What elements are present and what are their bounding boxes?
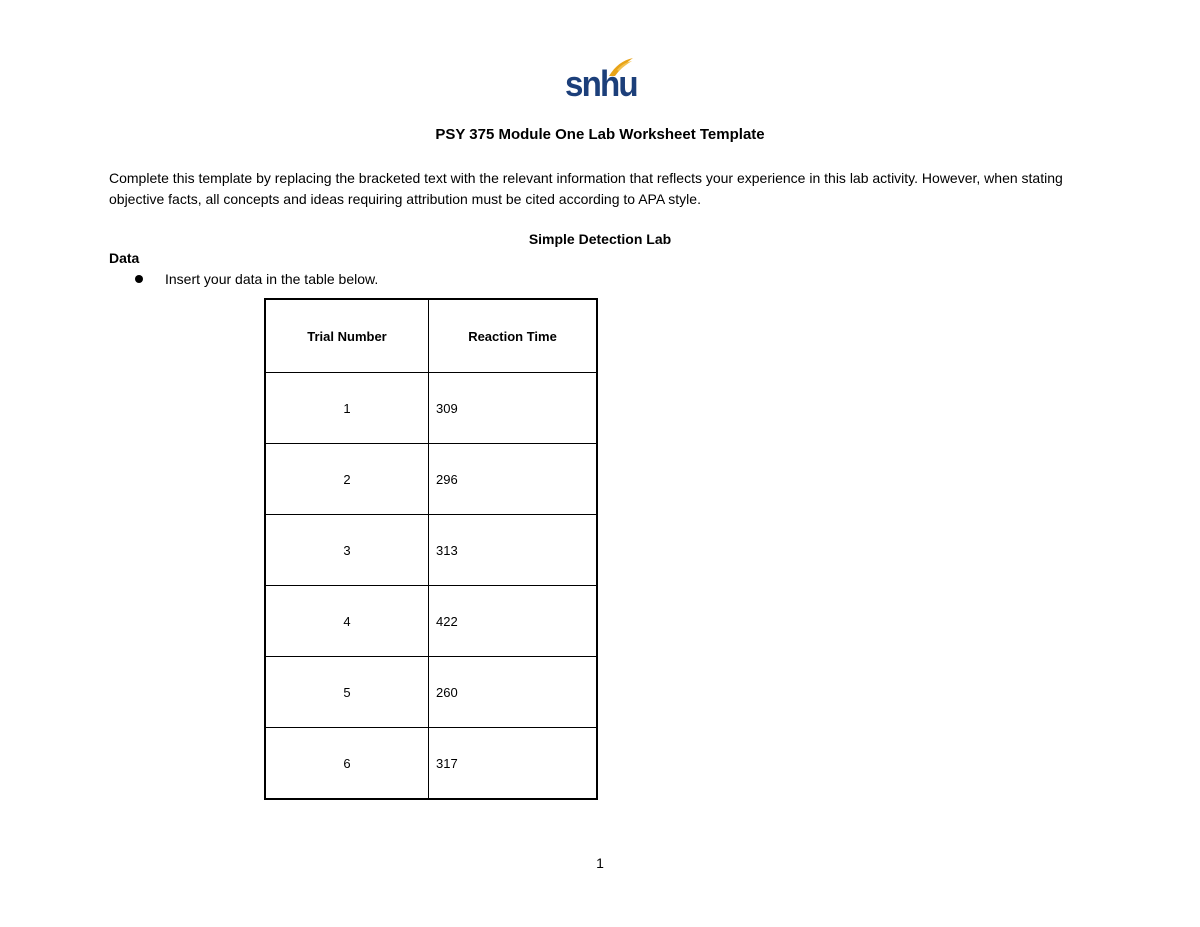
trial-cell[interactable]: 1	[265, 373, 429, 444]
bullet-text: Insert your data in the table below.	[165, 271, 379, 287]
table-header-row	[265, 299, 597, 373]
table-row	[265, 586, 597, 657]
bullet-item	[132, 271, 378, 287]
reaction-time-cell[interactable]: 317	[429, 728, 598, 800]
header-reaction-time: Reaction Time	[429, 299, 598, 373]
snhu-logo	[565, 56, 635, 104]
header-trial-number: Trial Number	[265, 299, 429, 373]
reaction-time-cell[interactable]: 260	[429, 657, 598, 728]
reaction-time-cell[interactable]: 313	[429, 515, 598, 586]
page-title: PSY 375 Module One Lab Worksheet Template	[435, 126, 765, 143]
reaction-time-cell[interactable]: 296	[429, 444, 598, 515]
intro-paragraph: Complete this template by replacing the bracketed text with the relevant information that reflects your experience in this lab activity. However, when stating objective facts, all concepts and ideas requiring attribution must be cited according to APA style.	[109, 170, 1063, 207]
page-number: 1	[596, 855, 604, 871]
bullet-icon	[135, 275, 143, 283]
logo-wordmark: snhu	[565, 63, 637, 104]
reaction-time-cell[interactable]: 422	[429, 586, 598, 657]
data-table	[264, 298, 598, 800]
reaction-time-cell[interactable]: 309	[429, 373, 598, 444]
trial-cell[interactable]: 2	[265, 444, 429, 515]
trial-cell[interactable]: 5	[265, 657, 429, 728]
table-row	[265, 515, 597, 586]
lab-subtitle: Simple Detection Lab	[528, 231, 672, 247]
table-row	[265, 444, 597, 515]
trial-cell[interactable]: 4	[265, 586, 429, 657]
table-row	[265, 657, 597, 728]
section-heading-data: Data	[109, 250, 140, 266]
table-row	[265, 728, 597, 800]
trial-cell[interactable]: 6	[265, 728, 429, 800]
table-row	[265, 373, 597, 444]
trial-cell[interactable]: 3	[265, 515, 429, 586]
